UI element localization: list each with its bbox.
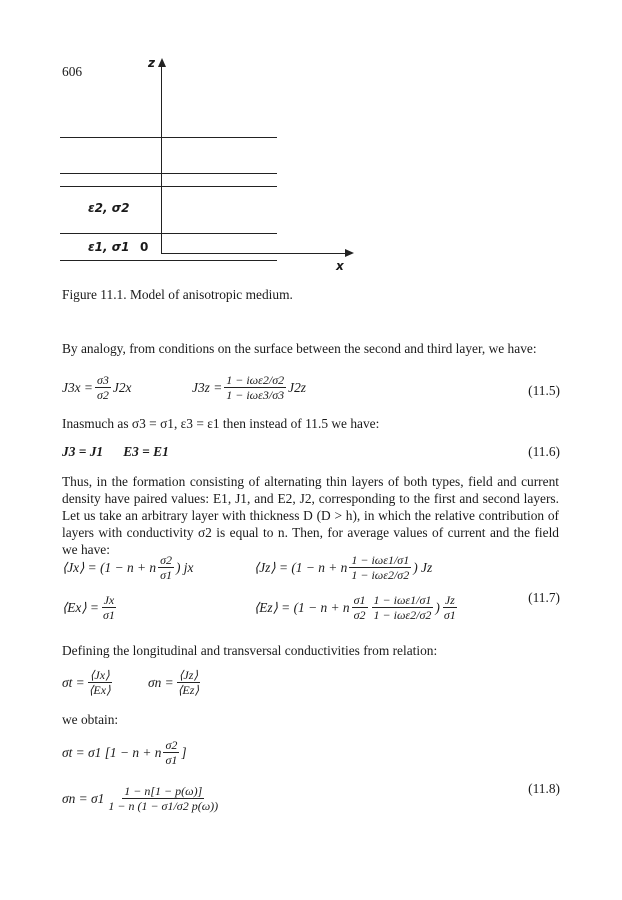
eq-term: ) jx [176, 559, 194, 575]
eq-term: σn = [148, 674, 174, 690]
paragraph: By analogy, from conditions on the surface between the second and third layer, we have: [62, 341, 537, 356]
denominator: ⟨Ex⟩ [88, 683, 111, 697]
numerator: 1 − iωε2/σ2 [226, 373, 285, 387]
eq-term: ⟨Jx⟩ = (1 − n + n [62, 559, 157, 575]
figure-caption: Figure 11.1. Model of anisotropic medium. [62, 287, 293, 302]
denominator: 1 − iωε2/σ2 [351, 568, 410, 582]
layer-boundary [60, 137, 277, 138]
equation-number: (11.8) [528, 781, 560, 796]
equation-11-5a [62, 373, 131, 402]
equation-sigma-n-def [148, 668, 203, 697]
denominator: 1 − n (1 − σ1/σ2 p(ω)) [108, 799, 219, 813]
numerator: σ3 [96, 373, 109, 387]
denominator: σ1 [160, 568, 172, 582]
numerator: σ2 [165, 738, 178, 752]
equation-11-6: J3 = J1 E3 = E1 [62, 444, 169, 459]
paragraph: Defining the longitudinal and transversal conductivities from relation: [62, 643, 438, 658]
equation-number: (11.5) [528, 383, 560, 398]
denominator: 1 − iωε2/σ2 [373, 608, 432, 622]
layer-boundary [60, 233, 277, 234]
equation-11-7b [254, 553, 432, 582]
z-arrow-icon [158, 58, 166, 67]
numerator: Jz [444, 593, 455, 607]
denominator: σ1 [443, 608, 456, 622]
layer1-label: ε1, σ1 [88, 240, 130, 254]
x-axis [161, 253, 347, 254]
eq-term: ⟨Jz⟩ = (1 − n + n [254, 559, 348, 575]
numerator: ⟨Jz⟩ [178, 668, 199, 682]
denominator: 1 − iωε3/σ3 [226, 388, 285, 402]
eq-term: ⟨Ez⟩ = (1 − n + n [254, 599, 350, 615]
layer2-label: ε2, σ2 [88, 201, 130, 215]
equation-11-5b [192, 373, 306, 402]
origin-label: 0 [140, 240, 149, 254]
eq-term: J2z [288, 379, 306, 395]
eq-term: ) Jz [413, 559, 433, 575]
denominator: ⟨Ez⟩ [177, 683, 200, 697]
numerator: 1 − iωε1/σ1 [373, 593, 432, 607]
equation-number: (11.7) [528, 590, 560, 605]
equation-11-7a [62, 553, 193, 582]
eq-term: ) [435, 599, 440, 615]
eq-term: σt = σ1 [1 − n + n [62, 744, 162, 760]
denominator: σ1 [102, 608, 115, 622]
numerator: σ1 [353, 593, 366, 607]
layer-boundary [60, 173, 277, 174]
eq-term: σt = [62, 674, 85, 690]
equation-sigma-t-def [62, 668, 115, 697]
page-number: 606 [62, 64, 83, 79]
eq-term: ] [181, 744, 187, 760]
eq-term: J3x = [62, 379, 93, 395]
equation-11-8b [62, 784, 222, 813]
numerator: Jx [103, 593, 115, 607]
paragraph: Thus, in the formation consisting of alternating thin layers of both types, field and current density have paired values: E1, J1, and E2, J2, corresponding to the first and second layers. Let us take an arbitrary layer with thickness D (D > h), in which the relative contribution of layers with conductivity σ2 is equal to n. Then, for average values of current and the field we have: [62, 474, 559, 557]
z-axis [161, 64, 162, 254]
paragraph: we obtain: [62, 712, 119, 727]
equation-11-8a [62, 738, 187, 767]
x-label: x [336, 259, 344, 273]
equation-number: (11.6) [528, 444, 560, 459]
eq-term: J2x [112, 379, 132, 395]
z-label: z [148, 56, 155, 70]
equation-11-7c [62, 593, 119, 622]
eq-term: ⟨Ex⟩ = [62, 599, 99, 615]
numerator: σ2 [160, 553, 172, 567]
equation-11-7d [254, 593, 460, 622]
eq-term: J3z = [192, 379, 223, 395]
paragraph: Inasmuch as σ3 = σ1, ε3 = ε1 then instead of 11.5 we have: [62, 416, 380, 431]
x-arrow-icon [345, 249, 354, 257]
numerator: 1 − n[1 − p(ω)] [124, 784, 203, 798]
eq-term: σn = σ1 [62, 790, 105, 806]
layer-boundary [60, 186, 277, 187]
denominator: σ2 [353, 608, 366, 622]
numerator: ⟨Jx⟩ [89, 668, 110, 682]
denominator: σ1 [165, 753, 178, 767]
numerator: 1 − iωε1/σ1 [351, 553, 410, 567]
layer-boundary [60, 260, 277, 261]
denominator: σ2 [96, 388, 109, 402]
